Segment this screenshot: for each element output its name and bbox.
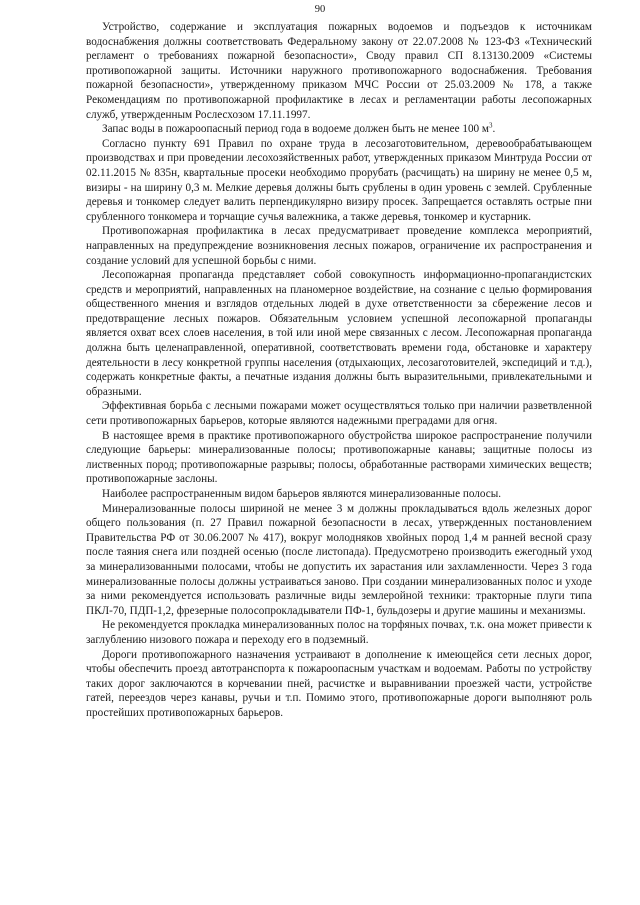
document-body	[86, 20, 592, 721]
paragraph-water-reserve	[86, 122, 592, 137]
cubic-superscript: 3	[489, 121, 493, 130]
water-reserve-period: .	[492, 123, 496, 136]
paragraph-mineral-strips: Минерализованные полосы шириной не менее 3 м должны прокладываться вдоль железных дорог общего пользования (п. 27 Правил пожарной безопасности в лесах, утвержденных постановлением Правительства РФ от 30.06.2007 № 417), вокруг молодняков хвойных пород 1,4 м ранней весной сразу после таяния снега или поздней осенью (после листопада). Предусмотрено производить ежегодный уход за минерализованными полосами, чтобы не допустить их зарастания или захламленности. Через 3 года минерализованные полосы должны устраиваться заново. При создании минерализованных полос и уходе за ними рекомендуется использовать различные виды землеройной техники: тракторные плуги типа ПКЛ-70, ПДП-1,2, фрезерные полосопрокладыватели ПФ-1, бульдозеры и другие машины и механизмы.	[86, 502, 592, 617]
paragraph-barrier-types: В настоящее время в практике противопожарного обустройства широкое распространение получили следующие барьеры: минерализованные полосы; противопожарные канавы; защитные полосы из лиственных пород; противопожарные разрывы; полосы, обработанные растворами химических веществ; противопожарные заслоны.	[86, 429, 592, 486]
paragraph-propaganda: Лесопожарная пропаганда представляет собой совокупность информационно-пропагандистских средств и мероприятий, направленных на планомерное воздействие, на сознание с целью формирования общественного мнения и взглядов отдельных людей в духе ответственности за сбережение лесов и предотвращение лесных пожаров. Обязательным условием успешной лесопожарной пропаганды является охват всех слоев населения, в той или иной мере связанных с лесом. Лесопожарная пропаганда должна быть целенаправленной, оперативной, соответствовать времени года, обстановке и характеру деятельности в лесу конкретной группы населения (отдыхающих, лесозаготовителей, экспедиций и т.д.), содержать конкретные факты, а печатные издания должны быть выразительными, привлекательными и образными.	[86, 269, 592, 398]
paragraph-barrier-network: Эффективная борьба с лесными пожарами может осуществляться только при наличии разветвленной сети противопожарных барьеров, которые являются надежными преградами для огня.	[86, 400, 592, 428]
paragraph-clearings: Согласно пункту 691 Правил по охране труда в лесозаготовительном, деревообрабатывающем производствах и при проведении лесохозяйственных работ, утвержденных приказом Минтруда России от 02.11.2015 № 835н, квартальные просеки необходимо прорубать (расчищать) на ширину не менее 0,5 м, визиры - на ширину 0,3 м. Мелкие деревья должны быть срублены в один уровень с землей. Срубленные деревья и тонкомер следует валить перпендикулярно визиру просек. Запрещается оставлять острые пни срубленного тонкомера и торчащие сучья валежника, а также деревья, тонкомер и кустарник.	[86, 137, 592, 223]
paragraph-prevention: Противопожарная профилактика в лесах предусматривает проведение комплекса мероприятий, направленных на предупреждение возникновения лесных пожаров, ограничение их распространения и создание условий для успешной борьбы с ними.	[86, 225, 592, 267]
page-number: 90	[314, 4, 326, 15]
paragraph-peat-warning: Не рекомендуется прокладка минерализованных полос на торфяных почвах, т.к. она может привести к заглублению низового пожара и переходу его в подземный.	[86, 619, 592, 646]
paragraph-water-sources: Устройство, содержание и эксплуатация пожарных водоемов и подъездов к источникам водоснабжения должны соответствовать Федеральному закону от 22.07.2008 № 123-ФЗ «Технический регламент о требованиях пожарной безопасности», Своду правил СП 8.13130.2009 «Системы противопожарной защиты. Источники наружного противопожарного водоснабжения. Требования пожарной безопасности», утвержденному приказом МЧС России от 25.03.2009 № 178, а также Рекомендациям по противопожарной профилактике в лесах и регламентации работы лесопожарных служб, утвержденным Рослесхозом 17.11.1997.	[86, 21, 592, 121]
water-reserve-text: Запас воды в пожароопасный период года в водоеме должен быть не менее 100 м	[102, 123, 490, 136]
paragraph-fire-roads: Дороги противопожарного назначения устраивают в дополнение к имеющейся сети лесных дорог, чтобы обеспечить проезд автотранспорта к пожароопасным участкам и водоемам. Работы по устройству таких дорог заключаются в корчевании пней, расчистке и выравнивании проезжей части, устройстве гатей, переездов через канавы, ручьи и т.п. Помимо этого, противопожарные дороги выполняют роль простейших противопожарных барьеров.	[86, 648, 592, 719]
paragraph-common-barrier: Наиболее распространенным видом барьеров являются минерализованные полосы.	[102, 488, 502, 500]
